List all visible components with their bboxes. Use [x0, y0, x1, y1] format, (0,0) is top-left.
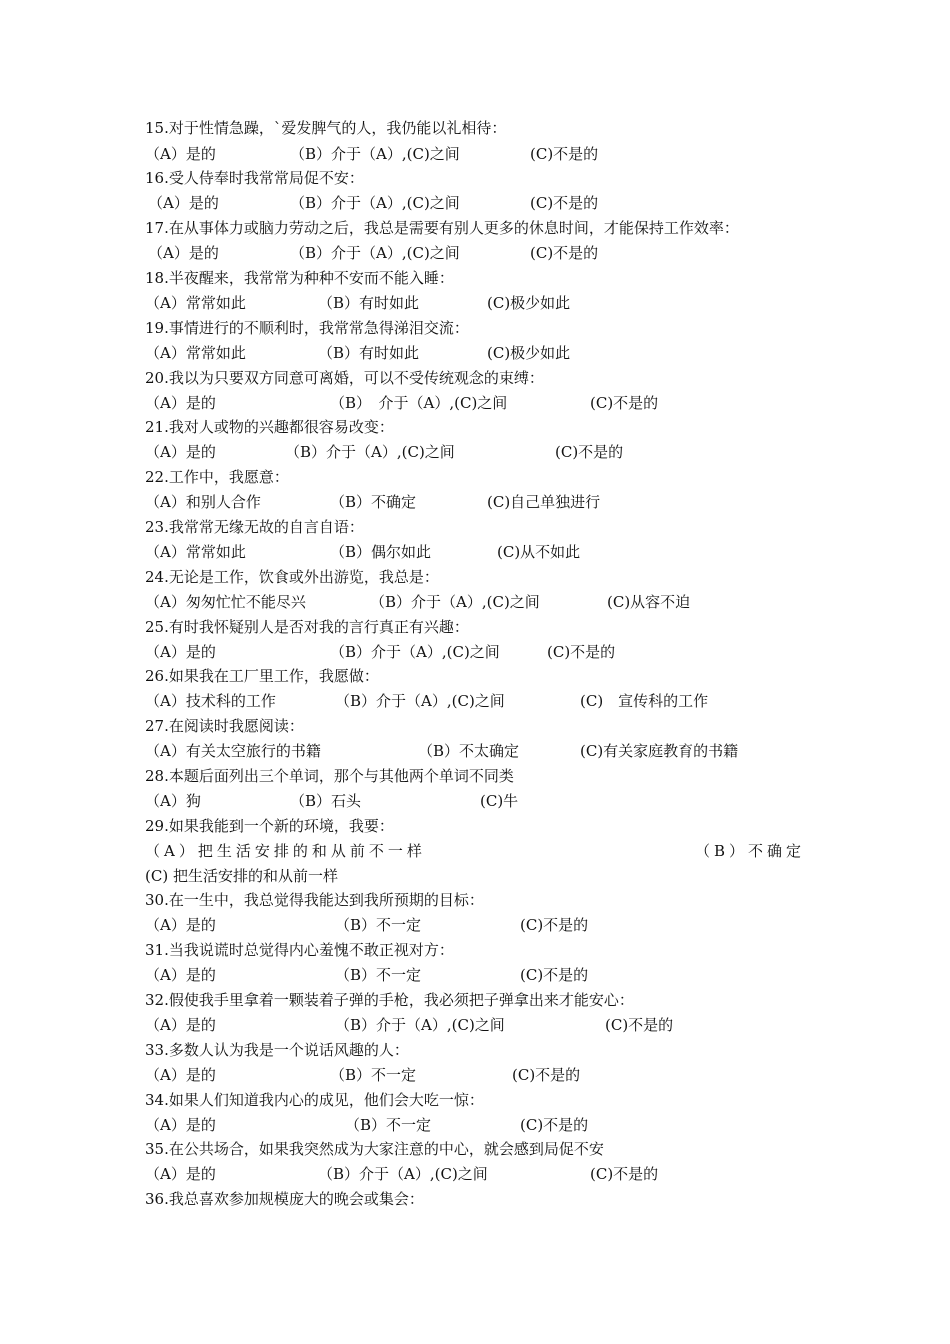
question-31-option-b: （B）不一定 [335, 966, 422, 984]
question-32-option-c: (C)不是的 [605, 1016, 674, 1034]
question-17: 17.在从事体力或脑力劳动之后，我总是需要有别人更多的休息时间，才能保持工作效率： [145, 219, 739, 237]
question-31: 31.当我说谎时总觉得内心羞愧不敢正视对方： [145, 941, 454, 959]
question-19-option-a: （A）常常如此 [145, 344, 246, 362]
question-33-option-b: （B）不一定 [330, 1066, 417, 1084]
question-34-option-b: （B）不一定 [345, 1116, 432, 1134]
question-33-option-c: (C)不是的 [512, 1066, 581, 1084]
question-31-option-c: (C)不是的 [520, 966, 589, 984]
question-15: 15.对于性情急躁，`爱发脾气的人，我仍能以礼相待： [145, 119, 507, 137]
question-36: 36.我总喜欢参加规模庞大的晚会或集会： [145, 1190, 424, 1208]
question-35-option-b: （B）介于（A）,(C)之间 [318, 1165, 488, 1183]
question-30-option-b: （B）不一定 [335, 916, 422, 934]
question-34-option-a: （A）是的 [145, 1116, 216, 1134]
question-20-option-b: （B） 介于（A）,(C)之间 [330, 394, 508, 412]
question-17-option-c: (C)不是的 [530, 244, 599, 262]
question-17-option-b: （B）介于（A）,(C)之间 [290, 244, 460, 262]
question-21-option-b: （B）介于（A）,(C)之间 [285, 443, 455, 461]
question-26-option-a: （A）技术科的工作 [145, 692, 276, 710]
question-19-option-b: （B）有时如此 [318, 344, 420, 362]
question-33: 33.多数人认为我是一个说话风趣的人： [145, 1041, 409, 1059]
question-18-option-a: （A）常常如此 [145, 294, 246, 312]
question-21-option-a: （A）是的 [145, 443, 216, 461]
question-16-option-a: （A）是的 [148, 194, 219, 212]
question-24-option-c: (C)从容不迫 [607, 593, 691, 611]
question-29-option-b: （B）不确定 [695, 842, 806, 860]
question-23: 23.我常常无缘无故的自言自语： [145, 518, 364, 536]
question-28: 28.本题后面列出三个单词，那个与其他两个单词不同类 [145, 767, 514, 785]
question-32-option-b: （B）介于（A）,(C)之间 [335, 1016, 505, 1034]
question-23-option-b: （B）偶尔如此 [330, 543, 432, 561]
question-16-option-c: (C)不是的 [530, 194, 599, 212]
question-28-option-b: （B）石头 [290, 792, 362, 810]
question-30: 30.在一生中，我总觉得我能达到我所预期的目标： [145, 891, 484, 909]
question-29-option-c: (C) 把生活安排的和从前一样 [145, 867, 338, 885]
question-35-option-a: （A）是的 [145, 1165, 216, 1183]
question-22-option-a: （A）和别人合作 [145, 493, 261, 511]
question-27-option-a: （A）有关太空旅行的书籍 [145, 742, 321, 760]
question-32-option-a: （A）是的 [145, 1016, 216, 1034]
question-18: 18.半夜醒来，我常常为种种不安而不能入睡： [145, 269, 454, 287]
question-15-option-b: （B）介于（A）,(C)之间 [290, 145, 460, 163]
question-23-option-c: (C)从不如此 [497, 543, 581, 561]
question-21-option-c: (C)不是的 [555, 443, 624, 461]
question-16: 16.受人侍奉时我常常局促不安： [145, 169, 364, 187]
question-34-option-c: (C)不是的 [520, 1116, 589, 1134]
question-20-option-c: (C)不是的 [590, 394, 659, 412]
question-25-option-a: （A）是的 [145, 643, 216, 661]
question-16-option-b: （B）介于（A）,(C)之间 [290, 194, 460, 212]
question-27-option-c: (C)有关家庭教育的书籍 [580, 742, 739, 760]
question-25: 25.有时我怀疑别人是否对我的言行真正有兴趣： [145, 618, 469, 636]
question-26-option-c: (C) 宣传科的工作 [580, 692, 709, 710]
question-27-option-b: （B）不太确定 [418, 742, 520, 760]
question-25-option-c: (C)不是的 [547, 643, 616, 661]
question-33-option-a: （A）是的 [145, 1066, 216, 1084]
question-27: 27.在阅读时我愿阅读： [145, 717, 304, 735]
question-18-option-c: (C)极少如此 [487, 294, 571, 312]
question-24: 24.无论是工作，饮食或外出游览，我总是： [145, 568, 439, 586]
question-18-option-b: （B）有时如此 [318, 294, 420, 312]
question-23-option-a: （A）常常如此 [145, 543, 246, 561]
question-35: 35.在公共场合，如果我突然成为大家注意的中心，就会感到局促不安 [145, 1140, 604, 1158]
question-22: 22.工作中，我愿意： [145, 468, 289, 486]
question-24-option-a: （A）匆匆忙忙不能尽兴 [145, 593, 306, 611]
question-20-option-a: （A）是的 [145, 394, 216, 412]
question-19: 19.事情进行的不顺利时，我常常急得涕泪交流： [145, 319, 469, 337]
question-20: 20.我以为只要双方同意可离婚，可以不受传统观念的束缚： [145, 369, 544, 387]
question-31-option-a: （A）是的 [145, 966, 216, 984]
question-26: 26.如果我在工厂里工作，我愿做： [145, 667, 379, 685]
question-34: 34.如果人们知道我内心的成见，他们会大吃一惊： [145, 1091, 484, 1109]
question-15-option-c: (C)不是的 [530, 145, 599, 163]
question-26-option-b: （B）介于（A）,(C)之间 [335, 692, 505, 710]
question-29: 29.如果我能到一个新的环境，我要： [145, 817, 394, 835]
question-30-option-a: （A）是的 [145, 916, 216, 934]
question-35-option-c: (C)不是的 [590, 1165, 659, 1183]
question-17-option-a: （A）是的 [148, 244, 219, 262]
question-28-option-c: (C)牛 [480, 792, 519, 810]
question-22-option-b: （B）不确定 [330, 493, 417, 511]
question-24-option-b: （B）介于（A）,(C)之间 [370, 593, 540, 611]
question-15-option-a: （A）是的 [145, 145, 216, 163]
question-30-option-c: (C)不是的 [520, 916, 589, 934]
question-21: 21.我对人或物的兴趣都很容易改变： [145, 418, 394, 436]
question-19-option-c: (C)极少如此 [487, 344, 571, 362]
question-22-option-c: (C)自己单独进行 [487, 493, 601, 511]
question-32: 32.假使我手里拿着一颗装着子弹的手枪，我必须把子弹拿出来才能安心： [145, 991, 634, 1009]
question-29-option-a: （A）把生活安排的和从前不一样 [145, 842, 426, 860]
question-28-option-a: （A）狗 [145, 792, 201, 810]
question-25-option-b: （B）介于（A）,(C)之间 [330, 643, 500, 661]
